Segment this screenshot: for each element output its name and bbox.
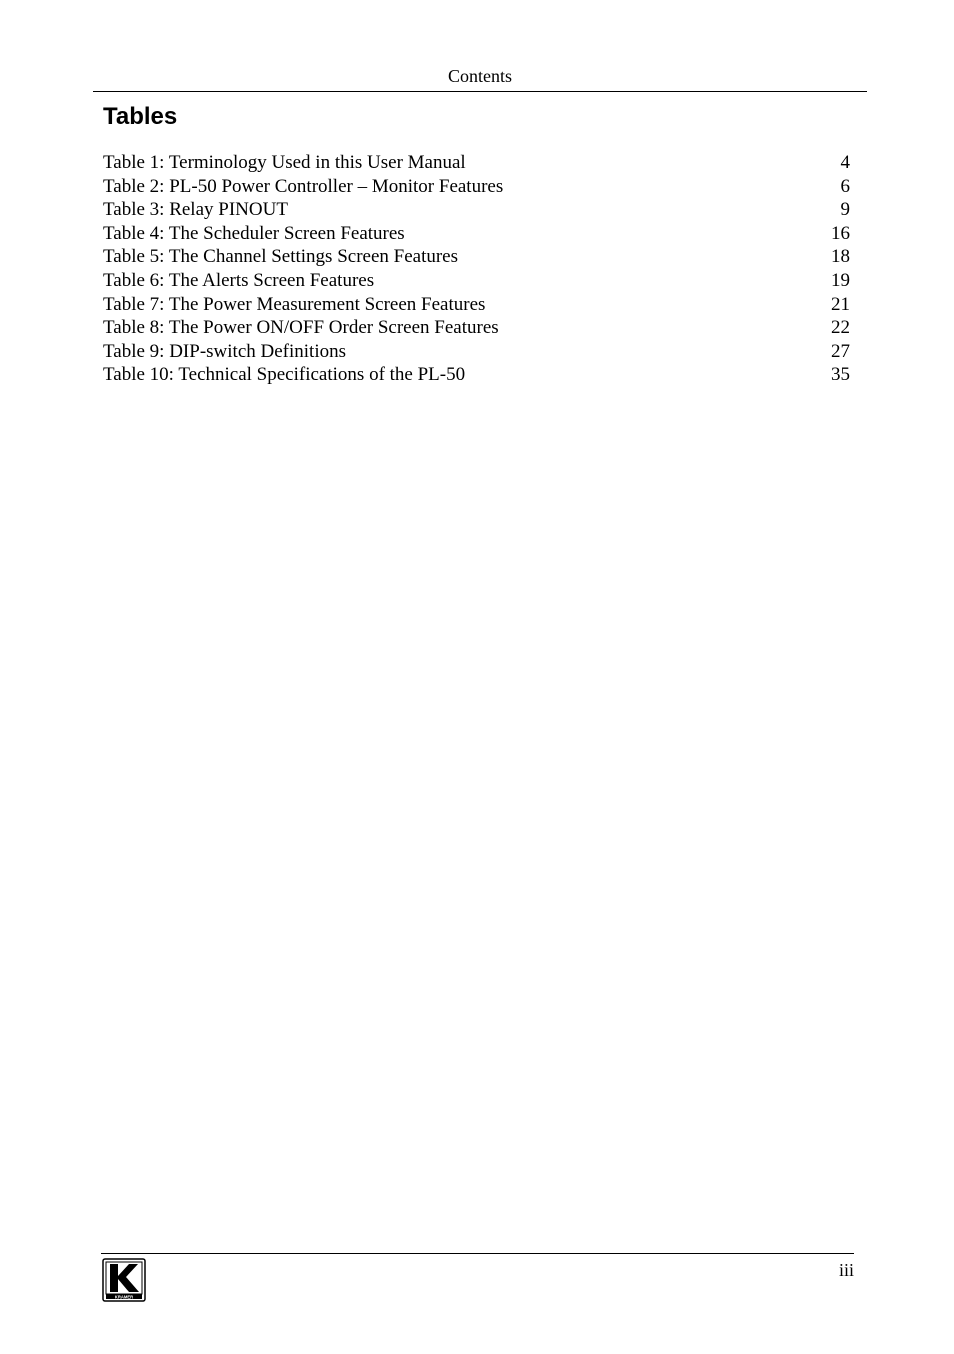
- toc-entry-page: 27: [831, 340, 850, 362]
- toc-entry-label: Table 6: The Alerts Screen Features: [103, 269, 375, 291]
- toc-entry-page: 16: [831, 222, 850, 244]
- toc-entry-label: Table 9: DIP-switch Definitions: [103, 340, 346, 362]
- toc-entry-label: Table 5: The Channel Settings Screen Features: [103, 246, 459, 268]
- toc-entry[interactable]: [103, 293, 850, 317]
- toc-entry-label: Table 7: The Power Measurement Screen Features: [103, 293, 486, 315]
- kramer-logo-icon: [102, 1258, 146, 1302]
- toc-entry[interactable]: [103, 151, 850, 175]
- toc-entry[interactable]: [103, 245, 850, 269]
- footer-rule: [101, 1253, 854, 1254]
- toc-entry[interactable]: [103, 316, 850, 340]
- running-header: Contents: [93, 64, 867, 92]
- toc-entry-page: 6: [840, 175, 850, 197]
- toc-entry-page: 22: [831, 317, 850, 339]
- toc-entry-label: Table 3: Relay PINOUT: [103, 199, 288, 221]
- toc-entry-label: Table 10: Technical Specifications of the PL-50: [103, 364, 466, 386]
- section-title: Tables: [103, 103, 178, 130]
- toc-entry-label: Table 4: The Scheduler Screen Features: [103, 222, 405, 244]
- toc-entry-page: 35: [831, 364, 850, 386]
- toc-entry[interactable]: [103, 222, 850, 246]
- toc-entry-page: 4: [840, 152, 850, 173]
- toc-entry[interactable]: [103, 198, 850, 222]
- tables-toc-list: [103, 151, 850, 387]
- svg-text:KRAMER: KRAMER: [114, 1294, 134, 1300]
- toc-entry-label: Table 2: PL-50 Power Controller – Monitor Features: [103, 175, 504, 197]
- toc-entry[interactable]: [103, 363, 850, 387]
- toc-entry-label: Table 1: Terminology Used in this User Manual: [103, 152, 466, 173]
- toc-entry-page: 21: [831, 293, 850, 315]
- page-number: iii: [838, 1260, 854, 1280]
- toc-entry-label: Table 8: The Power ON/OFF Order Screen Features: [103, 317, 499, 339]
- toc-entry[interactable]: [103, 269, 850, 293]
- toc-entry-page: 19: [831, 269, 850, 291]
- toc-entry-page: 18: [831, 246, 850, 268]
- toc-entry[interactable]: [103, 175, 850, 199]
- toc-entry-page: 9: [840, 199, 850, 221]
- toc-entry[interactable]: [103, 340, 850, 364]
